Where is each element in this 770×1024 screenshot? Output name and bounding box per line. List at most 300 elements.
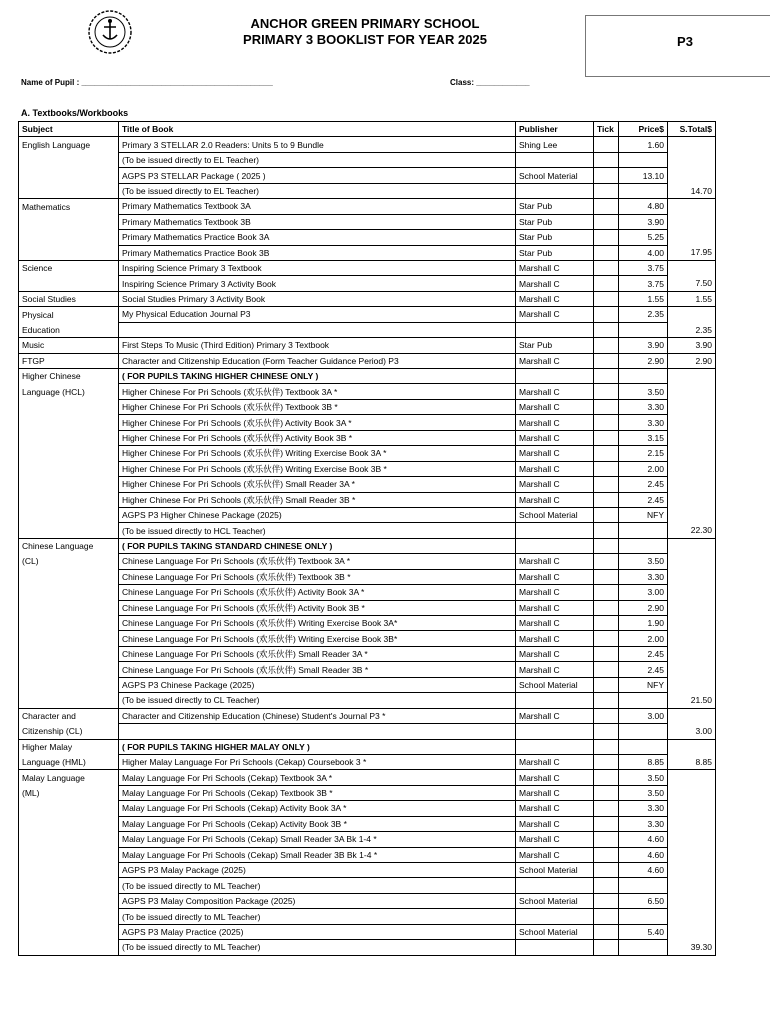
publisher-cell: School Material xyxy=(516,924,594,939)
table-row xyxy=(19,569,716,584)
subject-cell xyxy=(19,523,119,538)
publisher-cell: Marshall C xyxy=(516,307,594,322)
table-header-row xyxy=(19,122,716,137)
subtotal-cell xyxy=(668,430,716,445)
book-title-cell: AGPS P3 Malay Package (2025) xyxy=(119,863,516,878)
subtotal-cell xyxy=(668,507,716,522)
tick-cell[interactable] xyxy=(594,754,619,769)
subject-cell xyxy=(19,276,119,291)
book-title-cell: Higher Chinese For Pri Schools (欢乐伙伴) Writing Exercise Book 3A * xyxy=(119,446,516,461)
subject-cell: Language (HML) xyxy=(19,754,119,769)
price-cell: 3.90 xyxy=(619,338,668,353)
subtotal-cell xyxy=(668,708,716,723)
tick-cell[interactable] xyxy=(594,924,619,939)
school-name: ANCHOR GREEN PRIMARY SCHOOL xyxy=(250,16,480,31)
table-row xyxy=(19,446,716,461)
subtotal-cell xyxy=(668,924,716,939)
price-cell: 3.30 xyxy=(619,816,668,831)
col-publisher: Publisher xyxy=(516,122,594,137)
publisher-cell: Marshall C xyxy=(516,260,594,275)
table-row xyxy=(19,662,716,677)
subject-cell xyxy=(19,214,119,229)
table-row xyxy=(19,230,716,245)
subject-cell: Education xyxy=(19,322,119,337)
book-title-cell: Higher Chinese For Pri Schools (欢乐伙伴) Writing Exercise Book 3B * xyxy=(119,461,516,476)
subtotal-cell xyxy=(668,569,716,584)
price-cell: 1.60 xyxy=(619,137,668,152)
publisher-cell: Marshall C xyxy=(516,754,594,769)
publisher-cell: Marshall C xyxy=(516,461,594,476)
book-title-cell: (To be issued directly to ML Teacher) xyxy=(119,940,516,955)
publisher-cell xyxy=(516,724,594,739)
subtotal-cell xyxy=(668,538,716,553)
subject-cell xyxy=(19,816,119,831)
publisher-cell: Marshall C xyxy=(516,415,594,430)
publisher-cell: Marshall C xyxy=(516,801,594,816)
publisher-cell xyxy=(516,739,594,754)
subject-cell xyxy=(19,477,119,492)
book-title-cell: Primary Mathematics Textbook 3A xyxy=(119,199,516,214)
tick-cell[interactable] xyxy=(594,832,619,847)
tick-cell[interactable] xyxy=(594,430,619,445)
book-title-cell: Inspiring Science Primary 3 Textbook xyxy=(119,260,516,275)
tick-cell[interactable] xyxy=(594,816,619,831)
price-cell: 4.60 xyxy=(619,863,668,878)
tick-cell[interactable] xyxy=(594,322,619,337)
tick-cell[interactable] xyxy=(594,384,619,399)
book-title-cell: Malay Language For Pri Schools (Cekap) Activity Book 3B * xyxy=(119,816,516,831)
price-cell: 4.60 xyxy=(619,832,668,847)
class-field[interactable]: Class: ____________ xyxy=(450,78,530,87)
price-cell: 3.50 xyxy=(619,384,668,399)
subject-cell xyxy=(19,616,119,631)
tick-cell[interactable] xyxy=(594,369,619,384)
price-cell: NFY xyxy=(619,507,668,522)
price-cell: 2.45 xyxy=(619,492,668,507)
book-title-cell: (To be issued directly to EL Teacher) xyxy=(119,183,516,198)
subject-cell xyxy=(19,461,119,476)
publisher-cell: Marshall C xyxy=(516,353,594,368)
subject-cell xyxy=(19,585,119,600)
publisher-cell xyxy=(516,369,594,384)
price-cell: 4.60 xyxy=(619,847,668,862)
subtotal-cell: 39.30 xyxy=(668,940,716,955)
table-row xyxy=(19,754,716,769)
subject-cell xyxy=(19,168,119,183)
subject-cell xyxy=(19,245,119,260)
booklist-table xyxy=(18,121,716,956)
tick-cell[interactable] xyxy=(594,477,619,492)
tick-cell[interactable] xyxy=(594,353,619,368)
tick-cell[interactable] xyxy=(594,724,619,739)
subject-cell xyxy=(19,631,119,646)
price-cell: 1.90 xyxy=(619,616,668,631)
table-row xyxy=(19,523,716,538)
tick-cell[interactable] xyxy=(594,276,619,291)
book-title-cell: Malay Language For Pri Schools (Cekap) Textbook 3A * xyxy=(119,770,516,785)
subject-cell: Malay Language xyxy=(19,770,119,785)
book-title-cell: Primary 3 STELLAR 2.0 Readers: Units 5 to 9 Bundle xyxy=(119,137,516,152)
table-row xyxy=(19,415,716,430)
table-row xyxy=(19,847,716,862)
subject-cell xyxy=(19,600,119,615)
tick-cell[interactable] xyxy=(594,199,619,214)
level-code: P3 xyxy=(677,34,693,49)
subtotal-cell xyxy=(668,677,716,692)
tick-cell[interactable] xyxy=(594,646,619,661)
subtotal-cell xyxy=(668,909,716,924)
tick-cell[interactable] xyxy=(594,554,619,569)
subject-cell xyxy=(19,677,119,692)
publisher-cell xyxy=(516,878,594,893)
table-row xyxy=(19,538,716,553)
subject-cell: (ML) xyxy=(19,785,119,800)
subject-cell xyxy=(19,230,119,245)
book-title-cell: First Steps To Music (Third Edition) Primary 3 Textbook xyxy=(119,338,516,353)
publisher-cell xyxy=(516,693,594,708)
tick-cell[interactable] xyxy=(594,461,619,476)
publisher-cell: Star Pub xyxy=(516,199,594,214)
price-cell: 3.75 xyxy=(619,260,668,275)
subject-cell xyxy=(19,492,119,507)
tick-cell[interactable] xyxy=(594,399,619,414)
table-row xyxy=(19,693,716,708)
price-cell: 3.90 xyxy=(619,214,668,229)
table-row xyxy=(19,585,716,600)
subject-cell: Higher Chinese xyxy=(19,369,119,384)
tick-cell[interactable] xyxy=(594,260,619,275)
table-row xyxy=(19,183,716,198)
book-title-cell: Chinese Language For Pri Schools (欢乐伙伴) Writing Exercise Book 3A* xyxy=(119,616,516,631)
price-cell xyxy=(619,878,668,893)
price-cell xyxy=(619,693,668,708)
book-title-cell: Malay Language For Pri Schools (Cekap) Small Reader 3B Bk 1-4 * xyxy=(119,847,516,862)
publisher-cell: Marshall C xyxy=(516,847,594,862)
subtotal-cell xyxy=(668,893,716,908)
col-subtotal: S.Total$ xyxy=(668,122,716,137)
subtotal-cell xyxy=(668,770,716,785)
subtotal-cell xyxy=(668,307,716,322)
publisher-cell: Shing Lee xyxy=(516,137,594,152)
subject-cell xyxy=(19,399,119,414)
price-cell: 2.45 xyxy=(619,646,668,661)
subtotal-cell: 1.55 xyxy=(668,291,716,306)
tick-cell[interactable] xyxy=(594,291,619,306)
publisher-cell: Marshall C xyxy=(516,554,594,569)
publisher-cell: Marshall C xyxy=(516,708,594,723)
publisher-cell xyxy=(516,940,594,955)
table-row xyxy=(19,461,716,476)
publisher-cell: Marshall C xyxy=(516,492,594,507)
book-title-cell: Malay Language For Pri Schools (Cekap) Activity Book 3A * xyxy=(119,801,516,816)
publisher-cell: Marshall C xyxy=(516,832,594,847)
table-row xyxy=(19,909,716,924)
table-row xyxy=(19,816,716,831)
table-row xyxy=(19,369,716,384)
table-row xyxy=(19,384,716,399)
tick-cell[interactable] xyxy=(594,863,619,878)
tick-cell[interactable] xyxy=(594,940,619,955)
tick-cell[interactable] xyxy=(594,909,619,924)
subtotal-cell xyxy=(668,214,716,229)
book-title-cell: AGPS P3 Chinese Package (2025) xyxy=(119,677,516,692)
table-row xyxy=(19,631,716,646)
subject-cell xyxy=(19,924,119,939)
publisher-cell: Marshall C xyxy=(516,291,594,306)
tick-cell[interactable] xyxy=(594,801,619,816)
table-row xyxy=(19,785,716,800)
publisher-cell xyxy=(516,152,594,167)
table-row xyxy=(19,260,716,275)
tick-cell[interactable] xyxy=(594,523,619,538)
table-row xyxy=(19,646,716,661)
publisher-cell xyxy=(516,523,594,538)
book-title-cell: Chinese Language For Pri Schools (欢乐伙伴) Textbook 3A * xyxy=(119,554,516,569)
table-row xyxy=(19,338,716,353)
publisher-cell: Marshall C xyxy=(516,384,594,399)
table-row xyxy=(19,152,716,167)
table-row xyxy=(19,214,716,229)
subject-cell: Science xyxy=(19,260,119,275)
price-cell: 5.25 xyxy=(619,230,668,245)
subject-cell xyxy=(19,152,119,167)
book-title-cell: (To be issued directly to HCL Teacher) xyxy=(119,523,516,538)
subtotal-cell xyxy=(668,446,716,461)
subtotal-cell xyxy=(668,230,716,245)
publisher-cell: Marshall C xyxy=(516,446,594,461)
price-cell: 2.00 xyxy=(619,461,668,476)
price-cell xyxy=(619,183,668,198)
tick-cell[interactable] xyxy=(594,600,619,615)
tick-cell[interactable] xyxy=(594,415,619,430)
publisher-cell: Marshall C xyxy=(516,785,594,800)
tick-cell[interactable] xyxy=(594,214,619,229)
price-cell xyxy=(619,322,668,337)
subtotal-cell xyxy=(668,492,716,507)
price-cell xyxy=(619,538,668,553)
subtotal-cell xyxy=(668,554,716,569)
publisher-cell: Star Pub xyxy=(516,214,594,229)
tick-cell[interactable] xyxy=(594,616,619,631)
subtotal-cell xyxy=(668,369,716,384)
subject-cell: FTGP xyxy=(19,353,119,368)
subtotal-cell xyxy=(668,816,716,831)
tick-cell[interactable] xyxy=(594,230,619,245)
pupil-name-field[interactable]: Name of Pupil : ___________________________________________ xyxy=(21,78,273,87)
book-title-cell: Chinese Language For Pri Schools (欢乐伙伴) Small Reader 3A * xyxy=(119,646,516,661)
subject-cell xyxy=(19,893,119,908)
booklist-title: PRIMARY 3 BOOKLIST FOR YEAR 2025 xyxy=(243,32,487,47)
table-row xyxy=(19,492,716,507)
publisher-cell: Marshall C xyxy=(516,600,594,615)
tick-cell[interactable] xyxy=(594,168,619,183)
table-row xyxy=(19,307,716,322)
publisher-cell xyxy=(516,322,594,337)
tick-cell[interactable] xyxy=(594,785,619,800)
book-title-cell: Chinese Language For Pri Schools (欢乐伙伴) Activity Book 3B * xyxy=(119,600,516,615)
subtotal-cell xyxy=(668,878,716,893)
subject-cell xyxy=(19,507,119,522)
subtotal-cell xyxy=(668,646,716,661)
subtotal-cell xyxy=(668,415,716,430)
col-price: Price$ xyxy=(619,122,668,137)
tick-cell[interactable] xyxy=(594,492,619,507)
tick-cell[interactable] xyxy=(594,893,619,908)
tick-cell[interactable] xyxy=(594,693,619,708)
subtotal-cell xyxy=(668,739,716,754)
table-row xyxy=(19,677,716,692)
price-cell: NFY xyxy=(619,677,668,692)
subtotal-cell: 2.35 xyxy=(668,322,716,337)
table-row xyxy=(19,291,716,306)
publisher-cell: Marshall C xyxy=(516,276,594,291)
price-cell: 3.50 xyxy=(619,770,668,785)
publisher-cell: Marshall C xyxy=(516,569,594,584)
subject-cell: Character and xyxy=(19,708,119,723)
tick-cell[interactable] xyxy=(594,183,619,198)
book-title-cell: Higher Chinese For Pri Schools (欢乐伙伴) Activity Book 3A * xyxy=(119,415,516,430)
table-row xyxy=(19,893,716,908)
tick-cell[interactable] xyxy=(594,152,619,167)
subtotal-cell xyxy=(668,461,716,476)
tick-cell[interactable] xyxy=(594,631,619,646)
book-title-cell: My Physical Education Journal P3 xyxy=(119,307,516,322)
subtotal-cell xyxy=(668,585,716,600)
subject-cell xyxy=(19,693,119,708)
tick-cell[interactable] xyxy=(594,507,619,522)
price-cell: 3.50 xyxy=(619,785,668,800)
book-title-cell: Chinese Language For Pri Schools (欢乐伙伴) Activity Book 3A * xyxy=(119,585,516,600)
tick-cell[interactable] xyxy=(594,569,619,584)
price-cell xyxy=(619,909,668,924)
tick-cell[interactable] xyxy=(594,662,619,677)
tick-cell[interactable] xyxy=(594,878,619,893)
subtotal-cell: 22.30 xyxy=(668,523,716,538)
book-title-cell: (To be issued directly to CL Teacher) xyxy=(119,693,516,708)
tick-cell[interactable] xyxy=(594,338,619,353)
price-cell: 3.30 xyxy=(619,399,668,414)
section-title: A. Textbooks/Workbooks xyxy=(21,108,129,118)
table-row xyxy=(19,137,716,152)
subtotal-cell xyxy=(668,801,716,816)
subtotal-cell xyxy=(668,152,716,167)
book-title-cell: Chinese Language For Pri Schools (欢乐伙伴) Textbook 3B * xyxy=(119,569,516,584)
book-title-cell: ( FOR PUPILS TAKING HIGHER MALAY ONLY ) xyxy=(119,739,516,754)
book-title-cell: (To be issued directly to ML Teacher) xyxy=(119,878,516,893)
subtotal-cell: 7.50 xyxy=(668,276,716,291)
price-cell: 3.30 xyxy=(619,569,668,584)
publisher-cell: Marshall C xyxy=(516,430,594,445)
price-cell xyxy=(619,940,668,955)
subtotal-cell xyxy=(668,260,716,275)
price-cell: 3.00 xyxy=(619,708,668,723)
publisher-cell: Marshall C xyxy=(516,662,594,677)
book-title-cell: Social Studies Primary 3 Activity Book xyxy=(119,291,516,306)
book-title-cell: Character and Citizenship Education (Form Teacher Guidance Period) P3 xyxy=(119,353,516,368)
subject-cell: Higher Malay xyxy=(19,739,119,754)
table-row xyxy=(19,353,716,368)
price-cell xyxy=(619,724,668,739)
price-cell: 3.00 xyxy=(619,585,668,600)
subject-cell xyxy=(19,646,119,661)
tick-cell[interactable] xyxy=(594,847,619,862)
book-title-cell: AGPS P3 STELLAR Package ( 2025 ) xyxy=(119,168,516,183)
subtotal-cell: 17.95 xyxy=(668,245,716,260)
price-cell: 8.85 xyxy=(619,754,668,769)
book-title-cell: Higher Chinese For Pri Schools (欢乐伙伴) Small Reader 3B * xyxy=(119,492,516,507)
tick-cell[interactable] xyxy=(594,739,619,754)
tick-cell[interactable] xyxy=(594,307,619,322)
subtotal-cell xyxy=(668,832,716,847)
table-row xyxy=(19,199,716,214)
publisher-cell: Marshall C xyxy=(516,816,594,831)
table-row xyxy=(19,554,716,569)
price-cell: 2.45 xyxy=(619,662,668,677)
publisher-cell: Star Pub xyxy=(516,230,594,245)
subject-cell: Citizenship (CL) xyxy=(19,724,119,739)
subtotal-cell xyxy=(668,616,716,631)
price-cell: 2.15 xyxy=(619,446,668,461)
price-cell xyxy=(619,739,668,754)
subject-cell: Physical xyxy=(19,307,119,322)
subject-cell xyxy=(19,909,119,924)
subtotal-cell xyxy=(668,168,716,183)
book-title-cell: Chinese Language For Pri Schools (欢乐伙伴) Writing Exercise Book 3B* xyxy=(119,631,516,646)
price-cell: 4.00 xyxy=(619,245,668,260)
tick-cell[interactable] xyxy=(594,245,619,260)
price-cell: 2.90 xyxy=(619,353,668,368)
table-row xyxy=(19,739,716,754)
tick-cell[interactable] xyxy=(594,538,619,553)
school-crest-logo xyxy=(86,8,134,56)
book-title-cell: Primary Mathematics Practice Book 3A xyxy=(119,230,516,245)
price-cell: 3.30 xyxy=(619,801,668,816)
publisher-cell: School Material xyxy=(516,677,594,692)
subtotal-cell xyxy=(668,600,716,615)
subtotal-cell xyxy=(668,662,716,677)
subject-cell xyxy=(19,940,119,955)
book-title-cell: Higher Malay Language For Pri Schools (Cekap) Coursebook 3 * xyxy=(119,754,516,769)
subtotal-cell xyxy=(668,863,716,878)
tick-cell[interactable] xyxy=(594,585,619,600)
subject-cell: Language (HCL) xyxy=(19,384,119,399)
subject-cell xyxy=(19,801,119,816)
book-title-cell: ( FOR PUPILS TAKING HIGHER CHINESE ONLY ) xyxy=(119,369,516,384)
subject-cell: Mathematics xyxy=(19,199,119,214)
price-cell: 2.00 xyxy=(619,631,668,646)
subtotal-cell: 3.00 xyxy=(668,724,716,739)
tick-cell[interactable] xyxy=(594,708,619,723)
price-cell: 2.45 xyxy=(619,477,668,492)
tick-cell[interactable] xyxy=(594,137,619,152)
col-subject: Subject xyxy=(19,122,119,137)
subject-cell xyxy=(19,415,119,430)
table-row xyxy=(19,168,716,183)
subject-cell xyxy=(19,569,119,584)
book-title-cell: (To be issued directly to EL Teacher) xyxy=(119,152,516,167)
publisher-cell xyxy=(516,183,594,198)
publisher-cell: School Material xyxy=(516,168,594,183)
tick-cell[interactable] xyxy=(594,446,619,461)
subtotal-cell: 21.50 xyxy=(668,693,716,708)
tick-cell[interactable] xyxy=(594,770,619,785)
book-title-cell: ( FOR PUPILS TAKING STANDARD CHINESE ONLY ) xyxy=(119,538,516,553)
price-cell: 3.50 xyxy=(619,554,668,569)
subject-cell: Music xyxy=(19,338,119,353)
price-cell: 6.50 xyxy=(619,893,668,908)
table-row xyxy=(19,477,716,492)
tick-cell[interactable] xyxy=(594,677,619,692)
